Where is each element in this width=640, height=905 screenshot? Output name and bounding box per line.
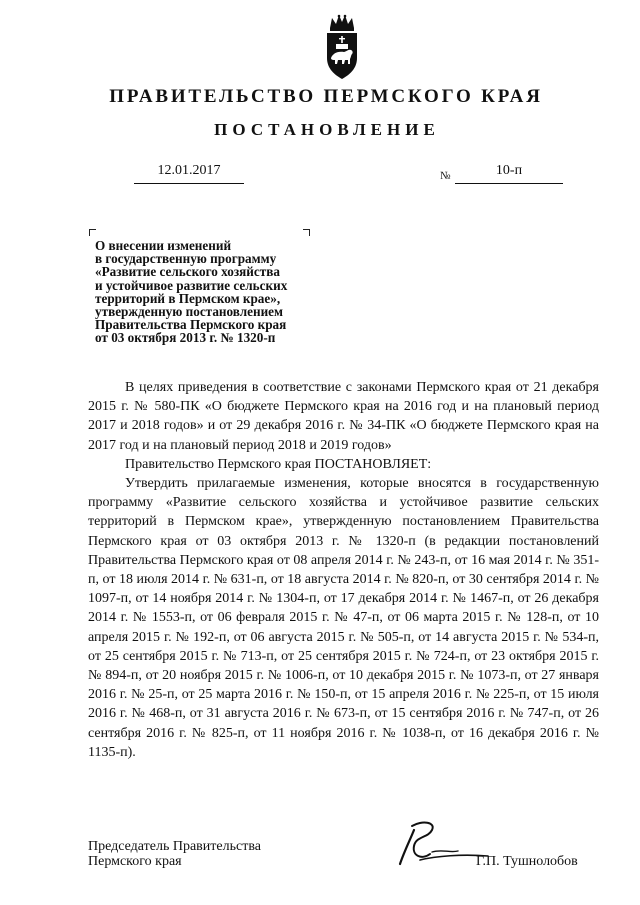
decree-date: 12.01.2017 [134, 163, 244, 184]
decree-number: 10-п [455, 163, 563, 184]
signatory-position-line: Пермского края [88, 854, 182, 869]
government-title: ПРАВИТЕЛЬСТВО ПЕРМСКОГО КРАЯ [109, 86, 543, 107]
subject-title-line: утвержденную постановлением [95, 304, 284, 320]
signatory-name: Г.П. Тушнолобов [476, 854, 578, 869]
approval-paragraph: Утвердить прилагаемые изменения, которые вносятся в государственную программу «Развитие сельского хозяйства и устойчивое развитие сельских территорий в Пермском крае», утвержденную постановлением Правительства Пермского края от 03 октября 2013 г. № 1320-п (в редакции постановлений Правительства Пермского края от 08 апреля 2014 г. № 243-п, от 16 мая 2014 г. № 351-п, от 18 июля 2014 г. № 631-п, от 18 августа 2014 г. № 820-п, от 30 сентября 2014 г. № 1097-п, от 14 ноября 2014 г. № 1304-п, от 17 декабря 2014 г. № 1467-п, от 26 декабря 2014 г. № 1553-п, от 06 февраля 2015 г. № 47-п, от 06 марта 2015 г. № 128-п, от 10 апреля 2015 г. № 192-п, от 06 августа 2015 г. № 505-п, от 14 августа 2015 г. № 534-п, от 25 сентября 2015 г. № 713-п, от 25 сентября 2015 г. № 724-п, от 23 октября 2015 г. № 894-п, от 20 ноября 2015 г. № 1006-п, от 10 декабря 2015 г. № 1073-п, от 27 января 2016 г. № 25-п, от 25 марта 2016 г. № 150-п, от 15 апреля 2016 г. № 225-п, от 15 июля 2016 г. № 468-п, от 31 августа 2016 г. № 673-п, от 15 сентября 2016 г. № 747-п, от 26 сентября 2016 г. № 825-п, от 11 ноября 2016 г. № 1038-п, от 16 декабря 2016 г. № 1135-п). [88, 476, 599, 760]
subject-title [95, 239, 325, 345]
document-type-heading: ПОСТАНОВЛЕНИЕ [214, 120, 440, 139]
signatory-position [88, 839, 261, 869]
title-corner-mark-right [303, 229, 310, 236]
number-sign: № [440, 170, 451, 182]
subject-title-line: О внесении изменений [95, 238, 232, 253]
subject-title-line: от 03 октября 2013 г. № 1320-п [95, 330, 276, 346]
signatory-position-line: Председатель Правительства [88, 839, 261, 854]
subject-title-line: территорий в Пермском крае», [95, 290, 281, 306]
resolution-paragraph: Правительство Пермского края ПОСТАНОВЛЯЕТ: [125, 456, 432, 472]
subject-title-line: «Развитие сельского хозяйства [95, 264, 280, 280]
subject-title-line: и устойчивое развитие сельских [95, 277, 288, 293]
title-corner-mark-left [89, 229, 96, 236]
subject-title-line: в государственную программу [95, 251, 277, 267]
perm-krai-coat-of-arms-icon [323, 14, 361, 80]
decree-body [88, 378, 599, 762]
preamble-paragraph: В целях приведения в соответствие с законами Пермского края от 21 декабря 2015 г. № 580-ПК «О бюджете Пермского края на 2016 год и на плановый период 2017 и 2018 годов» и от 29 декабря 2016 г. № 34-ПК «О бюджете Пермского края на 2017 год и на плановый период 2018 и 2019 годов» [88, 380, 599, 453]
subject-title-line: Правительства Пермского края [95, 317, 287, 333]
